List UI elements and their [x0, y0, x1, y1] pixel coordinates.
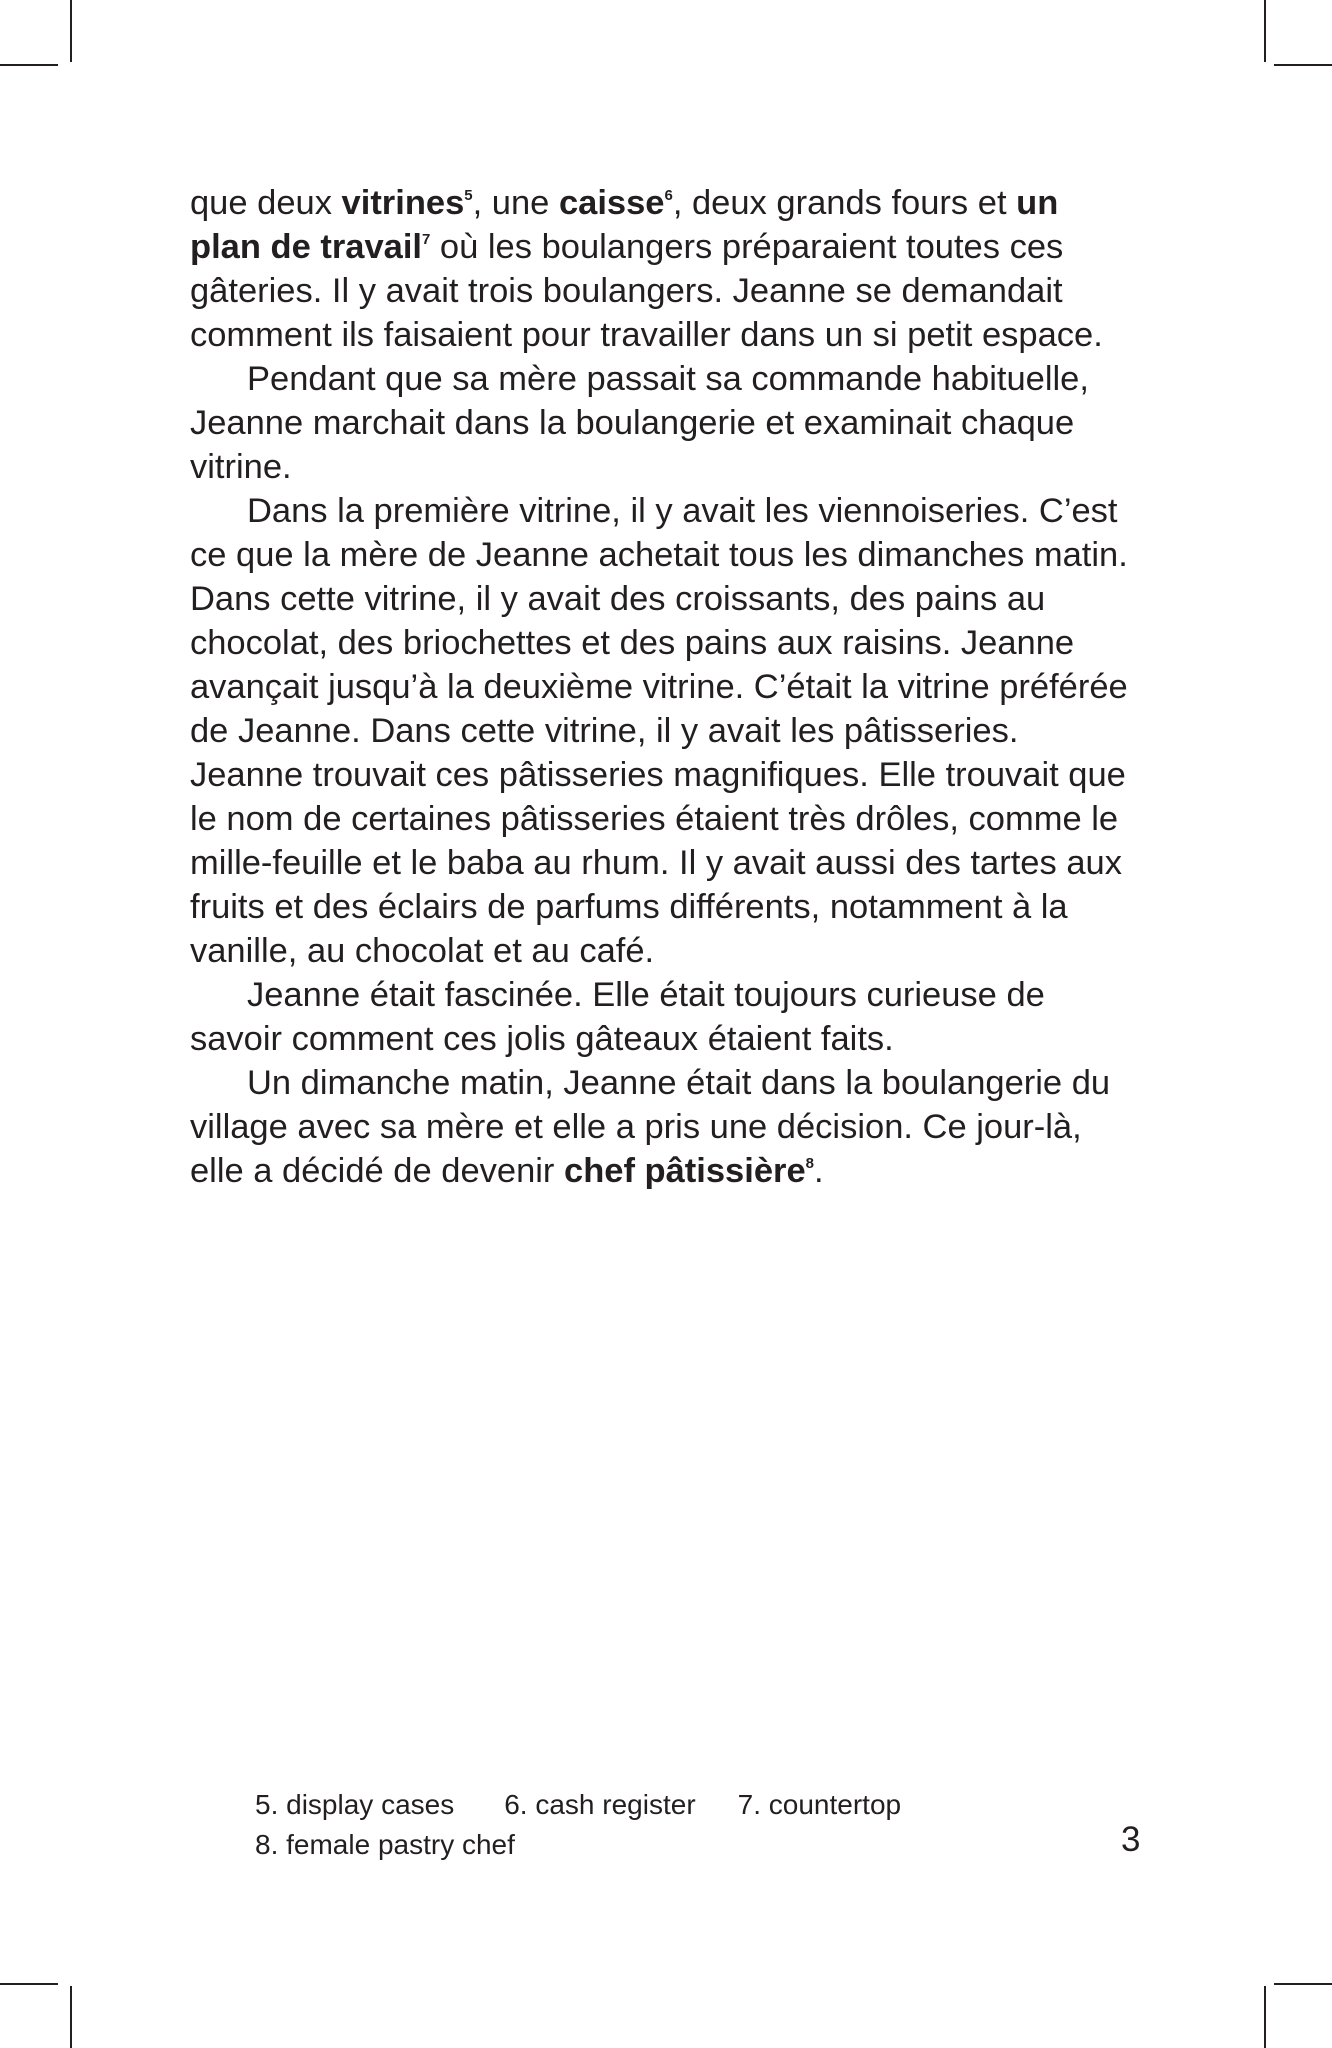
footnote-row	[255, 1825, 901, 1865]
vocab-term: vitrines	[341, 184, 465, 222]
crop-mark-top-right-h	[1274, 64, 1332, 66]
crop-mark-top-right	[1264, 0, 1266, 62]
footnote-6: 6. cash register	[504, 1789, 696, 1820]
footnote-5: 5. display cases	[255, 1789, 455, 1820]
vocab-term: un plan de travail	[190, 184, 1059, 266]
vocab-term: chef pâtissière	[564, 1152, 806, 1190]
footnote-marker: 6	[664, 187, 673, 204]
footnote-marker: 5	[464, 187, 473, 204]
page-number: 3	[1121, 1820, 1141, 1859]
vocab-term: caisse	[558, 184, 665, 222]
crop-mark-bottom-left	[70, 1986, 72, 2048]
crop-mark-bottom-left-h	[0, 1983, 58, 1985]
crop-mark-bottom-right	[1264, 1986, 1266, 2048]
paragraph-5: Un dimanche matin, Jeanne était dans la boulangerie du village avec sa mère et elle a pris une décision. Ce jour-là, elle a décidé de devenir chef pâtissière$^8$.	[190, 1064, 1111, 1190]
paragraph-1: que deux vitrines$^5$, une caisse$^6$, deux grands fours et un plan de travail$^7$ où les boulangers préparaient toutes ces gâteries. Il y avait trois boulangers. Jeanne se demandait comment ils faisaient pour travailler dans un si petit espace.	[190, 184, 1103, 354]
footnote-marker: 7	[422, 231, 431, 248]
body-text	[190, 181, 1135, 1193]
footnote-8: 8. female pastry chef	[255, 1829, 515, 1860]
footnote-row	[255, 1785, 901, 1825]
crop-mark-top-left	[70, 0, 72, 62]
footnotes	[255, 1785, 901, 1865]
paragraph-3: Dans la première vitrine, il y avait les viennoiseries. C’est ce que la mère de Jeanne achetait tous les dimanches matin. Dans cette vitrine, il y avait des croissants, des pains au chocolat, des briochettes et des pains aux raisins. Jeanne avançait jusqu’à la deuxième vitrine. C’était la vitrine préférée de Jeanne. Dans cette vitrine, il y avait les pâtisseries. Jeanne trouvait ces pâtisseries magnifiques. Elle trouvait que le nom de certaines pâtisseries étaient très drôles, comme le mille-feuille et le baba au rhum. Il y avait aussi des tartes aux fruits et des éclairs de parfums différents, notamment à la vanille, au chocolat et au café.	[190, 492, 1128, 970]
paragraph-4: Jeanne était fascinée. Elle était toujours curieuse de savoir comment ces jolis gâteaux étaient faits.	[190, 976, 1045, 1058]
footnote-marker: 8	[805, 1155, 814, 1172]
footnote-7: 7. countertop	[737, 1789, 902, 1820]
crop-mark-bottom-right-h	[1274, 1983, 1332, 1985]
crop-mark-top-left-h	[0, 64, 58, 66]
paragraph-2: Pendant que sa mère passait sa commande habituelle, Jeanne marchait dans la boulangerie et examinait chaque vitrine.	[190, 360, 1089, 486]
